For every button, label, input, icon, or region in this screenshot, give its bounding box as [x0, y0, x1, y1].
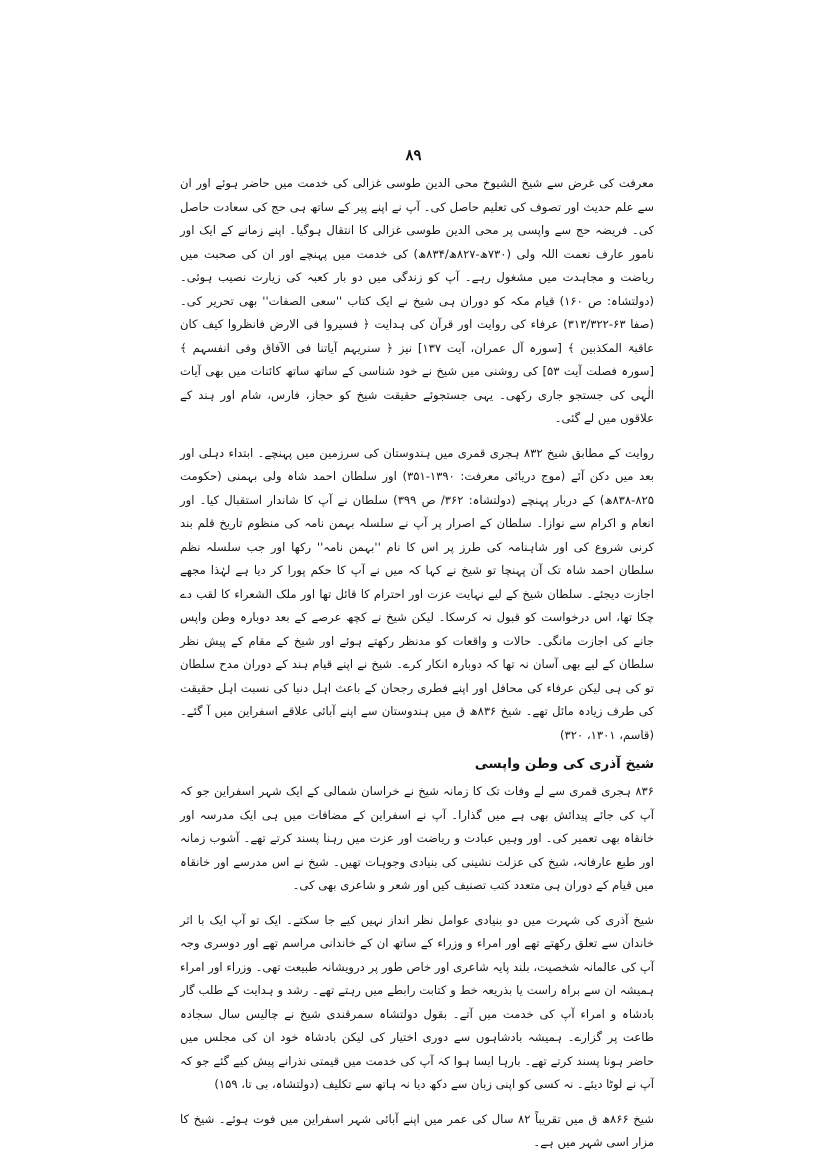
page-body — [180, 172, 654, 1155]
page-number: ۸۹ — [405, 146, 422, 164]
paragraph-fame: شیخ آذری کی شہرت میں دو بنیادی عوامل نظر انداز نہیں کیے جا سکتے۔ ایک تو آپ ایک با اثر خاندان سے تعلق رکھتے تھے اور امراء و وزراء کے ساتھ ان کے خاندانی مراسم تھے اور دوسری وجہ آپ کی عالمانہ شخصیت، بلند پایہ شاعری اور خاص طور پر درویشانہ طبیعت تھی۔ وزراء اور امراء ہمیشہ ان سے براہ راست یا بذریعہ خط و کتابت رابطے میں رہتے تھے۔ رشد و ہدایت کے طلب گار بادشاہ و امراء آپ کی خدمت میں آتے۔ بقول دولتشاہ سمرقندی شیخ نے چالیس سال سجادہ طاعت پر گزارے۔ ہمیشہ بادشاہوں سے دوری اختیار کی لیکن بادشاہ خود ان کی مجلس میں حاضر ہونا پسند کرتے تھے۔ بارہا ایسا ہوا کہ آپ کی خدمت میں قیمتی نذرانے پیش کیے گئے جو کہ آپ نے لوٹا دیئے۔ نہ کسی کو اپنی زبان سے دکھ دیا نہ ہاتھ سے تکلیف (دولتشاہ، بی تا، ۱۵۹) — [180, 912, 654, 1091]
paragraph-india-journey: روایت کے مطابق شیخ ۸۳۲ ہجری قمری میں ہندوستان کی سرزمین میں پہنچے۔ ابتداء دہلی اور بعد میں دکن آئے (موج دریائی معرفت: ۱۳۹۰-۳۵۱) اور سلطان احمد شاہ ولی بہمنی (حکومت ۸۲۵-۸۳۸ھ) کے دربار پہنچے (دولتشاہ: ۳۶۲/ ص ۳۹۹) سلطان نے آپ کا شاندار استقبال کیا۔ اور انعام و اکرام سے نوازا۔ سلطان کے اصرار پر آپ نے سلسلہ بہمن نامہ کی منظوم تاریخ قلم بند کرنی شروع کی اور شاہنامہ کی طرز پر اس کا نام ''بہمن نامہ'' رکھا اور جب سلسلہ نظم سلطان احمد شاہ تک آن پہنچا تو شیخ نے کہا کہ میں نے آپ کا حکم پورا کر دیا ہے لہٰذا مجھے اجازت دیجئے۔ سلطان شیخ کے لیے نہایت عزت اور احترام کا قائل تھا اور ملک الشعراء کا لقب دے چکا تھا، اس درخواست کو قبول نہ کرسکا۔ لیکن شیخ نے کچھ عرصے کے بعد دوبارہ وطن واپس جانے کی اجازت مانگی۔ حالات و واقعات کو مدنظر رکھتے ہوئے اور شیخ کے مقام کے پیش نظر سلطان کے لیے بھی آسان نہ تھا کہ دوبارہ انکار کرے۔ شیخ نے اپنے قیام ہند کے دوران مدح سلطان تو کی ہی لیکن عرفاء کی محافل اور اپنے فطری رجحان کے باعث اہل دنیا کی نسبت اہل حقیقت کی طرف زیادہ مائل تھے۔ شیخ ۸۳۶ھ ق میں ہندوستان سے اپنے آبائی علاقے اسفراین میں آ گئے۔ (قاسم، ۱۳۰۱، ۳۲۰) — [180, 445, 655, 742]
paragraph-death: شیخ ۸۶۶ھ ق میں تقریباً ۸۲ سال کی عمر میں اپنے آبائی شہر اسفراین میں فوت ہوئے۔ شیخ کا مزار اسی شہر میں ہے۔ — [180, 1111, 654, 1149]
section-heading: شیخ آذری کی وطن واپسی — [474, 756, 654, 772]
paragraph-sheikh-education: معرفت کی غرض سے شیخ الشیوخ محی الدین طوسی غزالی کی خدمت میں حاضر ہوئے اور ان سے علم حدیث اور تصوف کی تعلیم حاصل کی۔ آپ نے اپنے پیر کے ساتھ ہی حج کی سعادت حاصل کی۔ فریضہ حج سے واپسی پر محی الدین طوسی غزالی کا انتقال ہوگیا۔ اپنے زمانے کے ایک اور نامور عارف نعمت اللہ ولی (۷۳۰ھ-۸۲۷ھ/۸۳۴ھ) کی خدمت میں پہنچے اور ان کی صحبت میں ریاضت و مجاہدت میں مشغول رہے۔ آپ کو زندگی میں دو بار کعبہ کی زیارت نصیب ہوئی۔ (دولتشاہ: ص ۱۶۰) قیام مکہ کو دوران ہی شیخ نے ایک کتاب ''سعی الصفات'' بھی تحریر کی۔ (صفا ۶۳-۳۱۳/۳۲۲) عرفاء کی روایت اور قرآن کی ہدایت ﴿ فسیروا فی الارض فانظروا کیف کان عاقبۃ المکذبین ﴾ [سورہ آل عمران، آیت ۱۳۷] نیز ﴿ سنریہم آیاتنا فی الآفاق وفی انفسہم ﴾ [سورہ فصلت آیت ۵۳] کی روشنی میں شیخ نے خود شناسی کے ساتھ ساتھ کائنات میں بھی آیات الٰہی کی جستجو جاری رکھی۔ یہی جستجوئے حقیقت شیخ کو حجاز، فارس، شام اور ہند کے علاقوں میں لے گئی۔ — [180, 176, 655, 425]
paragraph-return-home: ۸۳۶ ہجری قمری سے لے وفات تک کا زمانہ شیخ نے خراسان شمالی کے ایک شہر اسفراین جو کہ آپ کی جائے پیدائش بھی ہے میں گذارا۔ آپ نے اسفراین کے مضافات میں ہی ایک مدرسہ اور خانقاہ بھی تعمیر کی۔ اور وہیں عبادت و ریاضت اور عزت میں رہنا پسند کرتے تھے۔ آشوب زمانہ اور طبع عارفانہ، شیخ کی عزلت نشینی کی بنیادی وجوہات تھیں۔ شیخ نے اس مدرسے اور خانقاہ میں قیام کے دوران ہی متعدد کتب تصنیف کیں اور شعر و شاعری بھی کی۔ — [180, 784, 654, 892]
